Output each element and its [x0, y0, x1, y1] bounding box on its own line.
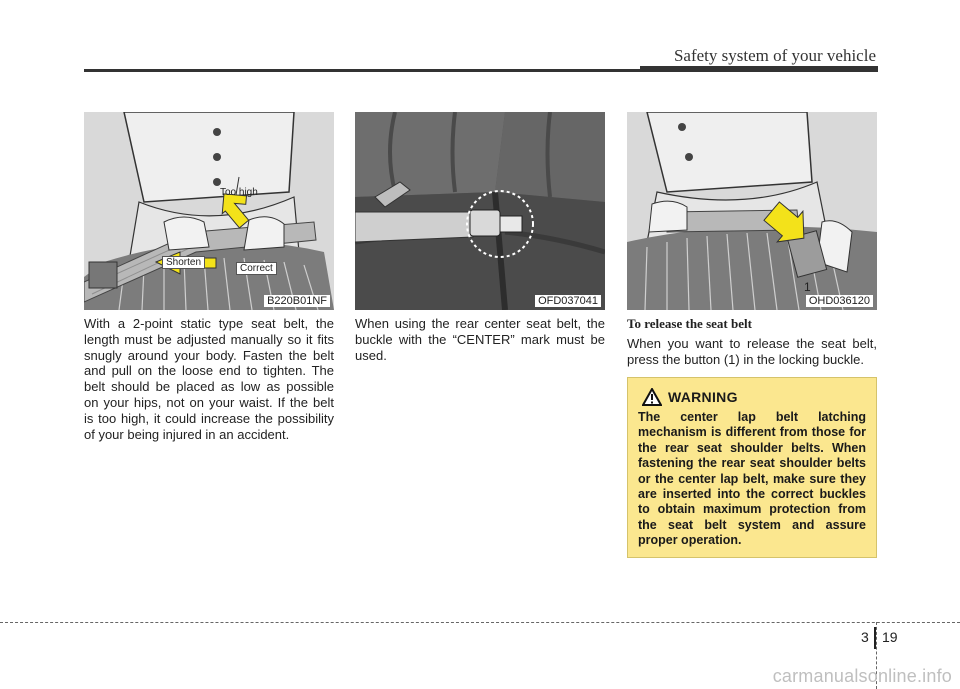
watermark: carmanualsonline.info [772, 666, 952, 686]
label-too-high: Too high [220, 187, 258, 198]
figure-center-buckle [355, 112, 605, 310]
warning-title: WARNING [668, 389, 738, 405]
label-correct: Correct [236, 262, 277, 275]
figure-code: OFD037041 [535, 295, 601, 307]
warning-triangle-icon [642, 388, 662, 406]
figure-code: B220B01NF [264, 295, 330, 307]
release-heading: To release the seat belt [627, 316, 752, 331]
header-rule-accent [640, 66, 878, 72]
release-belt-illustration [627, 112, 877, 310]
middle-column-text: When using the rear center seat belt, the buckle with the “CENTER” mark must be used. [355, 316, 605, 363]
left-column-text: With a 2-point static type seat belt, the length must be adjusted manually so it fits snugly around your body. Fasten the belt and pull on the loose end to tighten. The belt should be placed as low as possible on your hips, not on your waist. If the belt is too high, it could increase the possibility of your being injured in an accident. [84, 316, 334, 442]
warning-body: The center lap belt latching mechanism is different from those for the rear seat shoulder belts. When fastening the rear seat shoulder belts or the center lap belt, make sure they are inserted into the correct buckles to obtain maximum protection from the seat belt system and assure proper operation. [638, 410, 866, 548]
right-column [627, 316, 877, 367]
figure-code: OHD036120 [806, 295, 873, 307]
label-shorten: Shorten [162, 256, 205, 269]
page-number-separator [874, 627, 876, 649]
release-text: When you want to release the seat belt, press the button (1) in the locking buckle. [627, 335, 877, 367]
page-number: 19 [882, 629, 898, 645]
section-title: Safety system of your vehicle [673, 46, 876, 65]
figure-release-belt [627, 112, 877, 310]
center-buckle-illustration [355, 112, 605, 310]
lap-belt-illustration [84, 112, 334, 310]
figure-lap-belt-adjust [84, 112, 334, 310]
callout-number: 1 [804, 280, 811, 294]
warning-box [627, 377, 877, 558]
footer-divider [0, 622, 960, 623]
chapter-number: 3 [861, 629, 869, 645]
